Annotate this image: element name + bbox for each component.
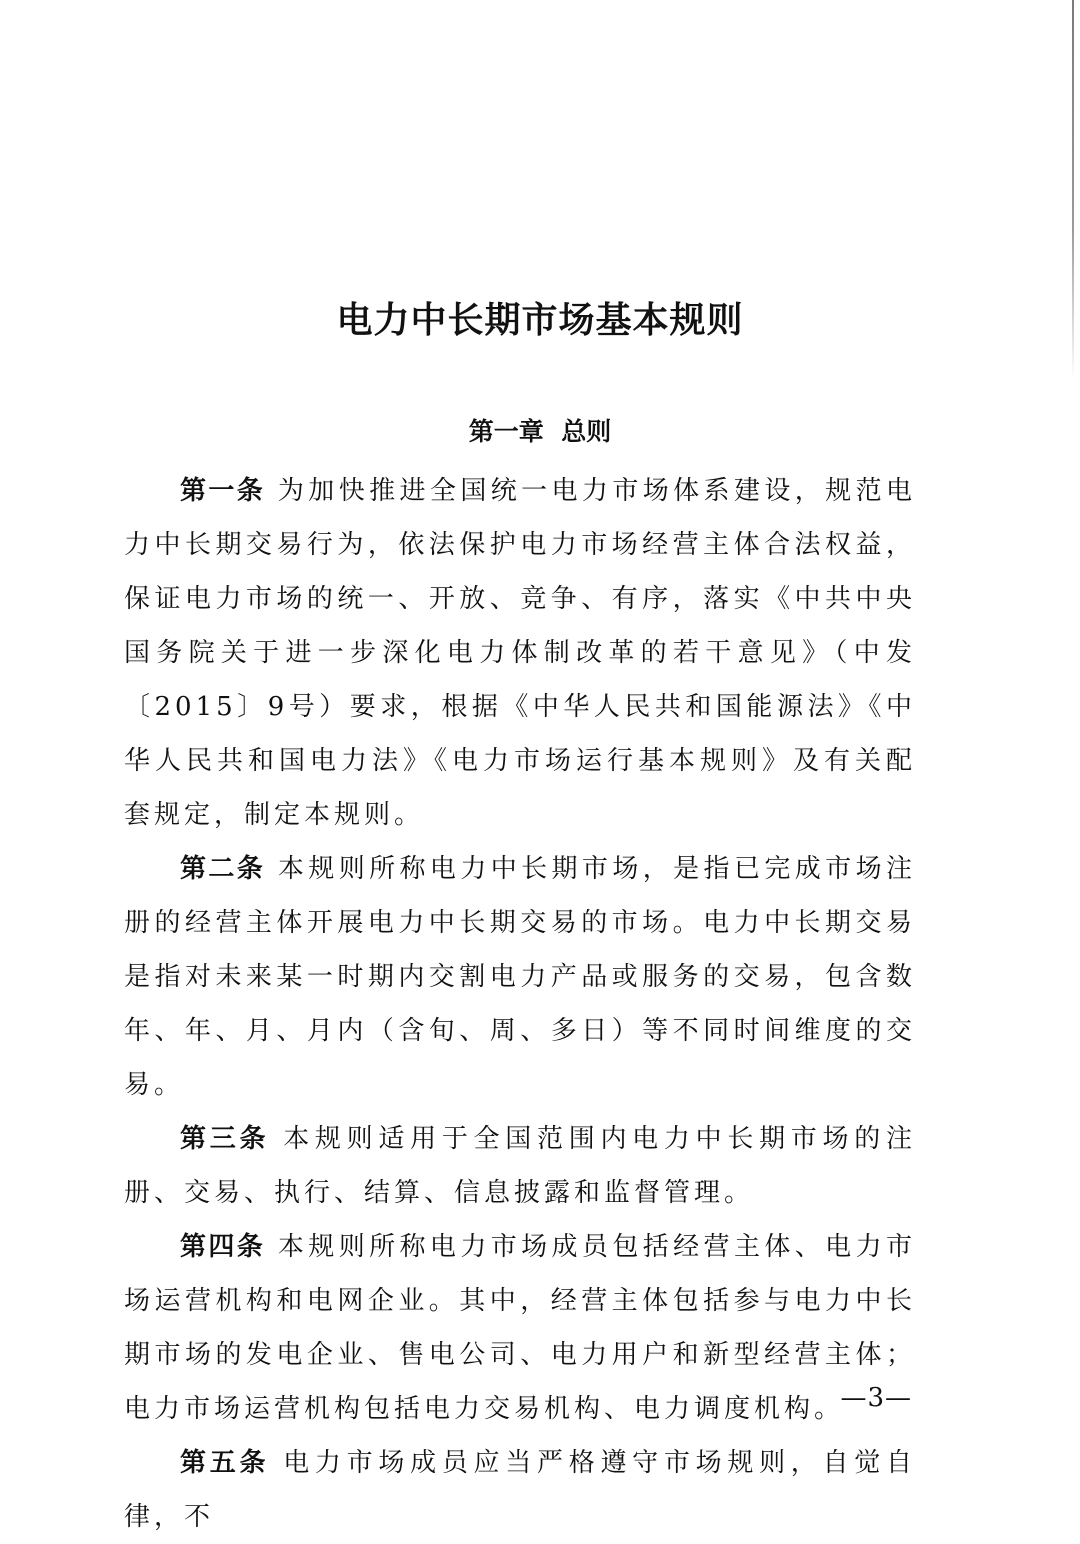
article-label: 第五条 [180,1448,270,1478]
page-number: —3— [840,1383,912,1413]
article-text: 为加快推进全国统一电力市场体系建设，规范电力中长期交易行为，依法保护电力市场经营主体合法权益，保证电力市场的统一、开放、竞争、有序，落实《中共中央 国务院关于进一步深化电力体制改革的若干意见》（中发〔2015〕9号）要求，根据《中华人民共和国能源法》《中华人民共和国电力法》《电力市场运行基本规则》及有关配套规定，制定本规则。 [124,476,916,830]
article-4 [124,1220,916,1436]
document-title: 电力中长期市场基本规则 [336,300,744,341]
article-text: 本规则所称电力市场成员包括经营主体、电力市场运营机构和电网企业。其中，经营主体包括参与电力中长期市场的发电企业、售电公司、电力用户和新型经营主体；电力市场运营机构包括电力交易机构、电力调度机构。 [124,1232,916,1424]
article-3 [124,1112,916,1220]
article-text: 电力市场成员应当严格遵守市场规则，自觉自律，不 [124,1448,916,1532]
article-label: 第三条 [180,1124,270,1154]
chapter-heading: 第一章 总则 [468,417,612,446]
article-label: 第一条 [180,476,266,506]
article-label: 第四条 [180,1232,266,1262]
article-2 [124,842,916,1112]
article-label: 第二条 [180,854,266,884]
document-body [124,464,916,1544]
article-text: 本规则所称电力中长期市场，是指已完成市场注册的经营主体开展电力中长期交易的市场。电力中长期交易是指对未来某一时期内交割电力产品或服务的交易，包含数年、年、月、月内（含旬、周、多日）等不同时间维度的交易。 [124,854,916,1100]
article-text: 本规则适用于全国范围内电力中长期市场的注册、交易、执行、结算、信息披露和监督管理。 [124,1124,916,1208]
article-1 [124,464,916,842]
